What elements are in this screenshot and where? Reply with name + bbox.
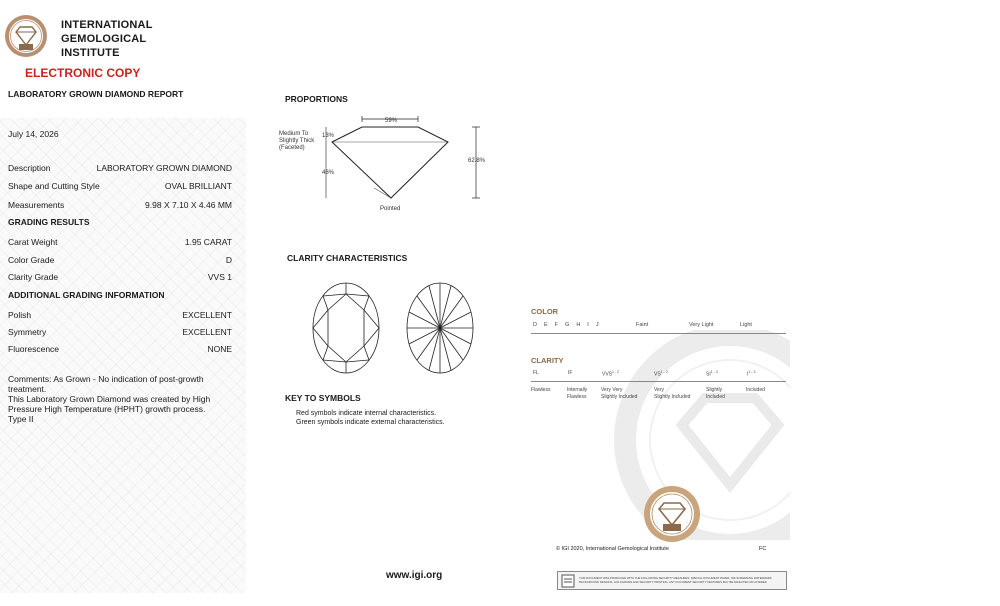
- clarity-sup: 1 - 2: [612, 370, 620, 374]
- comments-line: Type II: [8, 414, 34, 424]
- clarity-characteristics-heading: CLARITY CHARACTERISTICS: [287, 253, 408, 263]
- report-date: July 14, 2026: [8, 129, 59, 139]
- color-grade: J: [595, 322, 599, 328]
- clarity-desc: [654, 387, 690, 401]
- clarity-desc-line: Slightly Included: [654, 394, 691, 400]
- field-label: Symmetry: [8, 327, 47, 337]
- additional-row: [8, 310, 232, 320]
- depth-percentage: 62.8%: [468, 158, 486, 164]
- clarity-grade-if: [568, 370, 572, 376]
- grading-row: [8, 272, 232, 282]
- field-row: [8, 181, 232, 191]
- field-label: Shape and Cutting Style: [8, 181, 100, 191]
- comments-line: Comments: As Grown - No indication of post-growth: [8, 374, 204, 384]
- clarity-desc-line: Flawless: [567, 394, 587, 400]
- color-faint: Faint: [636, 322, 649, 328]
- report-code: FC: [759, 546, 767, 552]
- clarity-desc-line: Slightly Included: [601, 394, 638, 400]
- field-row: [8, 163, 232, 173]
- security-note-line: BACKGROUND DESIGNS, HOLOGRAMS AND SECURITY PRINTING. ANY DOCUMENT SECURITY FEATURES MAY BE AFFECTED OR ALTERED: [579, 579, 767, 584]
- report-title: LABORATORY GROWN DIAMOND REPORT: [8, 89, 184, 99]
- clarity-desc: [746, 387, 765, 394]
- clarity-grade-si: [706, 370, 718, 378]
- color-very-light: Very Light: [689, 322, 714, 328]
- color-scale-rule: [531, 333, 786, 334]
- clarity-plot-diagram: [306, 280, 486, 380]
- comments-line: This Laboratory Grown Diamond was created by High: [8, 394, 211, 404]
- color-grade: F: [554, 322, 559, 328]
- igi-seal-logo: [4, 14, 48, 58]
- comments-line: Pressure High Temperature (HPHT) growth process.: [8, 404, 206, 414]
- field-row: [8, 200, 232, 210]
- grading-row: [8, 237, 232, 247]
- clarity-desc-line: Included: [746, 387, 765, 393]
- grading-row: [8, 255, 232, 265]
- field-label: Polish: [8, 310, 32, 320]
- clarity-desc: [706, 387, 725, 401]
- grading-results-heading: GRADING RESULTS: [8, 217, 90, 227]
- color-grade: E: [543, 322, 548, 328]
- girdle-line: (Faceted): [279, 145, 305, 151]
- comments-block: [8, 374, 238, 424]
- electronic-copy-label: ELECTRONIC COPY: [25, 66, 141, 80]
- proportions-heading: PROPORTIONS: [285, 94, 348, 104]
- clarity-desc-line: Slightly: [706, 387, 723, 393]
- additional-row: [8, 327, 232, 337]
- institute-name-line2: GEMOLOGICAL: [61, 33, 147, 45]
- clarity-grade-fl: [533, 370, 539, 376]
- additional-row: [8, 344, 232, 354]
- field-value: D: [225, 255, 232, 265]
- color-scale-heading: COLOR: [531, 307, 559, 316]
- clarity-grade-vs: [654, 370, 668, 378]
- field-value: EXCELLENT: [182, 310, 232, 320]
- comments-line: treatment.: [8, 384, 47, 394]
- field-label: Color Grade: [8, 255, 55, 265]
- field-value: VVS 1: [207, 272, 232, 282]
- institute-name-line1: INTERNATIONAL: [61, 19, 153, 31]
- culet-label: Pointed: [380, 206, 401, 212]
- girdle-label: [279, 131, 314, 152]
- institute-name-line3: INSTITUTE: [61, 47, 120, 59]
- document-security-icon: [561, 574, 575, 588]
- website-link[interactable]: www.igi.org: [386, 570, 443, 581]
- copyright-text: © IGI 2020, International Gemological Institute: [556, 546, 669, 552]
- clarity-scale-rule: [531, 381, 786, 382]
- clarity-code: VS: [654, 371, 661, 378]
- security-notice-box: [557, 571, 787, 590]
- field-value: OVAL BRILLIANT: [164, 181, 232, 191]
- clarity-desc-line: Very: [654, 387, 665, 393]
- field-value: 1.95 CARAT: [184, 237, 232, 247]
- clarity-sup: 1 - 3: [748, 370, 756, 374]
- additional-info-heading: ADDITIONAL GRADING INFORMATION: [8, 290, 165, 300]
- field-label: Measurements: [8, 200, 65, 210]
- clarity-desc-line: Very Very: [601, 387, 623, 393]
- clarity-sup: 1 - 3: [710, 370, 718, 374]
- girdle-line: Medium To: [279, 131, 309, 137]
- key-green-symbols: Green symbols indicate external characteristics.: [296, 419, 445, 426]
- color-grade: H: [576, 322, 581, 328]
- field-value: LABORATORY GROWN DIAMOND: [96, 163, 232, 173]
- proportions-diagram: [276, 110, 506, 220]
- clarity-code: IF: [568, 370, 573, 376]
- field-value: EXCELLENT: [182, 327, 232, 337]
- table-percentage: 59%: [385, 118, 398, 124]
- girdle-line: Slightly Thick: [279, 138, 315, 144]
- clarity-code: VVS: [602, 371, 613, 378]
- clarity-desc-line: Internally: [567, 387, 588, 393]
- color-grade: G: [565, 322, 570, 328]
- security-note-line: THIS DOCUMENT WAS PRODUCED WITH THE FOLLOWING SECURITY MEASURES: SPECIAL DOCUMENT PAPER, INK SCREENING WATERMARK: [579, 575, 772, 580]
- clarity-sup: 1 - 2: [660, 370, 668, 374]
- clarity-code: SI: [706, 371, 711, 378]
- clarity-desc-line: Included: [706, 394, 725, 400]
- crown-percentage: 13%: [322, 133, 335, 139]
- clarity-desc: [601, 387, 637, 401]
- field-label: Description: [8, 163, 51, 173]
- field-label: Carat Weight: [8, 237, 58, 247]
- field-value: 9.98 X 7.10 X 4.46 MM: [145, 200, 232, 210]
- clarity-desc: [567, 387, 587, 401]
- igi-gold-seal-icon: [643, 485, 701, 543]
- key-to-symbols-heading: KEY TO SYMBOLS: [285, 393, 361, 403]
- clarity-code: FL: [533, 370, 539, 376]
- clarity-code: I: [747, 371, 749, 378]
- pavilion-percentage: 46%: [322, 170, 335, 176]
- color-grade-list: [533, 322, 599, 328]
- clarity-desc-line: Flawless: [531, 387, 551, 393]
- color-grade: D: [533, 322, 537, 328]
- key-red-symbols: Red symbols indicate internal characteristics.: [296, 410, 437, 417]
- clarity-grade-i: [747, 370, 755, 378]
- security-notice-text: [579, 577, 785, 584]
- field-value: NONE: [207, 344, 232, 354]
- field-label: Fluorescence: [8, 344, 60, 354]
- field-label: Clarity Grade: [8, 272, 59, 282]
- clarity-scale-heading: CLARITY: [531, 356, 564, 365]
- clarity-grade-vvs: [602, 370, 619, 378]
- clarity-desc: [531, 387, 550, 394]
- color-light: Light: [740, 322, 752, 328]
- color-grade: I: [587, 322, 589, 328]
